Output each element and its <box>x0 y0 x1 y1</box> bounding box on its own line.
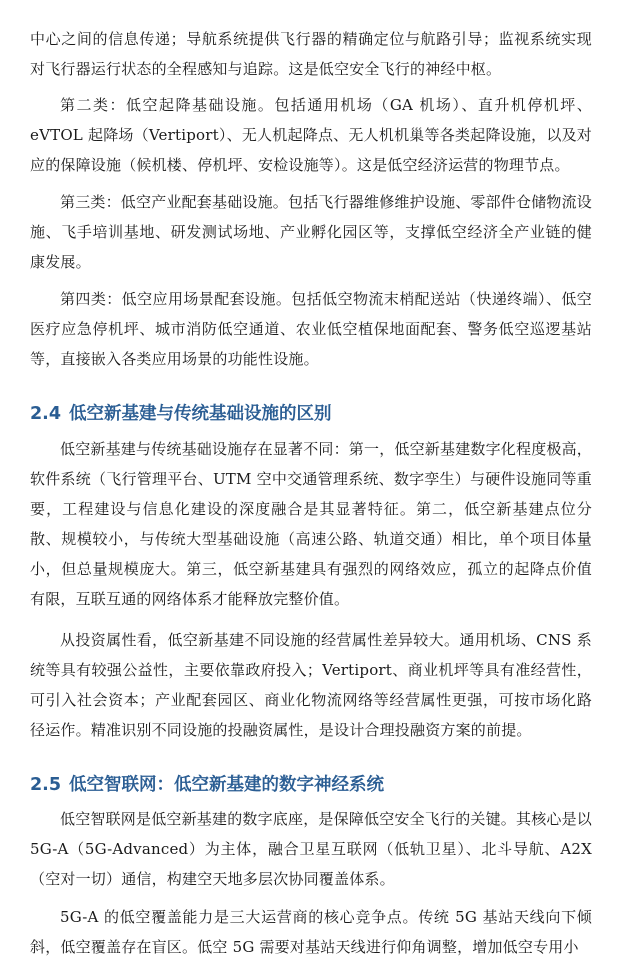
section-heading-2-4 <box>30 399 592 429</box>
section-title: 低空新基建与传统基础设施的区别 <box>69 404 332 424</box>
section-title: 低空智联网：低空新基建的数字神经系统 <box>69 775 385 795</box>
paragraph-category-3: 第三类：低空产业配套基础设施。包括飞行器维修维护设施、零部件仓储物流设施、飞手培训基地、研发测试场地、产业孵化园区等，支撑低空经济全产业链的健康发展。 <box>30 193 593 271</box>
section-number: 2.4 <box>30 404 62 424</box>
paragraph-5g-a-coverage: 5G-A 的低空覆盖能力是三大运营商的核心竞争点。传统 5G 基站天线向下倾斜，低空覆盖存在盲区。低空 5G 需要对基站天线进行仰角调整，增加低空专用小 <box>30 908 592 956</box>
paragraph-category-4: 第四类：低空应用场景配套设施。包括低空物流末梢配送站（快递终端）、低空医疗应急停机坪、城市消防低空通道、农业低空植保地面配套、警务低空巡逻基站等，直接嵌入各类应用场景的功能性设施。 <box>30 290 592 368</box>
paragraph-cns-continued: 中心之间的信息传递；导航系统提供飞行器的精确定位与航路引导；监视系统实现对飞行器运行状态的全程感知与追踪。这是低空安全飞行的神经中枢。 <box>30 30 592 78</box>
paragraph-investment-attributes: 从投资属性看，低空新基建不同设施的经营属性差异较大。通用机场、CNS 系统等具有较强公益性，主要依靠政府投入；Vertiport、商业机坪等具有准经营性，可引入社会资本；产业配套园区、商业化物流网络等经营属性更强，可按市场化路径运作。精准识别不同设施的投融资属性，是设计合理投融资方案的前提。 <box>30 631 592 739</box>
section-heading-2-5 <box>30 770 592 800</box>
paragraph-differences: 低空新基建与传统基础设施存在显著不同：第一，低空新基建数字化程度极高，软件系统（飞行管理平台、UTM 空中交通管理系统、数字孪生）与硬件设施同等重要，工程建设与信息化建设的深度融合是其显著特征。第二，低空新基建点位分散、规模较小，与传统大型基础设施（高速公路、轨道交通）相比，单个项目体量小，但总量规模庞大。第三，低空新基建具有强烈的网络效应，孤立的起降点价值有限，互联互通的网络体系才能释放完整价值。 <box>30 440 593 608</box>
paragraph-smart-network: 低空智联网是低空新基建的数字底座，是保障低空安全飞行的关键。其核心是以 5G-A（5G-Advanced）为主体，融合卫星互联网（低轨卫星）、北斗导航、A2X（空对一切）通信，构建空天地多层次协同覆盖体系。 <box>30 810 593 888</box>
section-number: 2.5 <box>30 775 62 795</box>
paragraph-category-2: 第二类：低空起降基础设施。包括通用机场（GA 机场）、直升机停机坪、eVTOL 起降场（Vertiport）、无人机起降点、无人机机巢等各类起降设施，以及对应的保障设施（候机楼、停机坪、安检设施等）。这是低空经济运营的物理节点。 <box>30 96 592 174</box>
